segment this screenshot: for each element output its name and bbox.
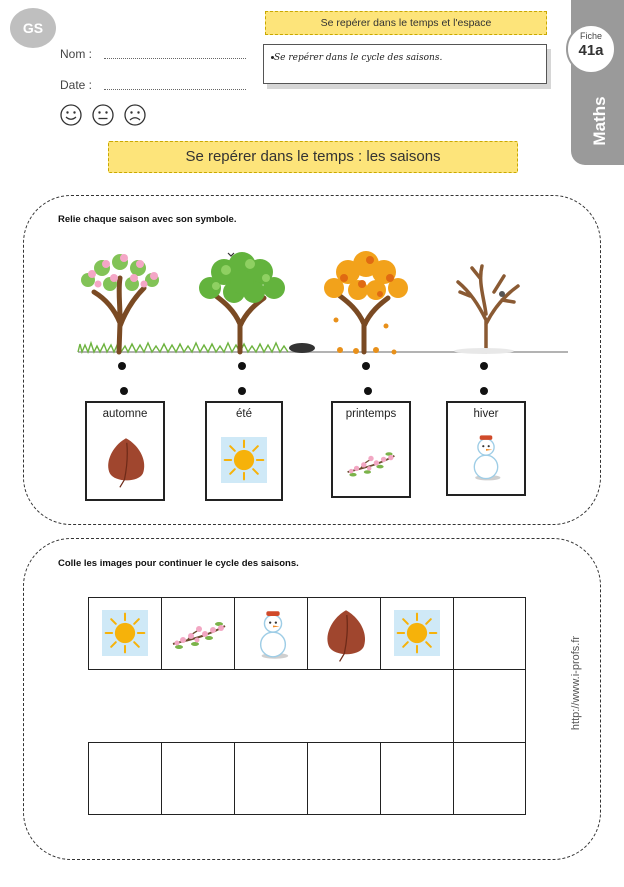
bottom-dot-3[interactable] bbox=[364, 387, 372, 395]
season-card-spring[interactable] bbox=[331, 401, 411, 498]
snowman-icon bbox=[468, 429, 504, 485]
season-card-label: printemps bbox=[345, 408, 397, 420]
sad-face-icon[interactable] bbox=[124, 104, 146, 126]
cycle-cell bbox=[307, 597, 381, 670]
winter-tree bbox=[454, 266, 518, 354]
cycle-cell bbox=[380, 597, 454, 670]
season-card-summer[interactable] bbox=[205, 401, 283, 501]
seasons-trees-illustration bbox=[74, 248, 568, 358]
objective-box bbox=[263, 44, 547, 84]
empty-cell[interactable] bbox=[453, 742, 526, 815]
summer-tree bbox=[199, 252, 285, 352]
empty-cell[interactable] bbox=[380, 742, 454, 815]
cycle-cell bbox=[88, 597, 162, 670]
leaf-icon bbox=[322, 604, 370, 666]
top-dot-2[interactable] bbox=[238, 362, 246, 370]
subject-label: Maths bbox=[590, 96, 609, 146]
snowman-icon bbox=[254, 606, 292, 662]
bottom-dot-2[interactable] bbox=[238, 387, 246, 395]
date-label: Date : bbox=[60, 78, 93, 92]
sun-icon bbox=[221, 437, 267, 483]
season-card-winter[interactable] bbox=[446, 401, 526, 496]
season-card-label: hiver bbox=[473, 408, 499, 420]
empty-cell[interactable] bbox=[307, 742, 381, 815]
domain-title: Se repérer dans le temps et l'espace bbox=[265, 11, 547, 35]
name-label: Nom : bbox=[60, 47, 93, 61]
fiche-label: Fiche bbox=[579, 31, 602, 41]
date-field[interactable] bbox=[104, 89, 246, 90]
top-dot-3[interactable] bbox=[362, 362, 370, 370]
neutral-face-icon[interactable] bbox=[92, 104, 114, 126]
top-dot-1[interactable] bbox=[118, 362, 126, 370]
empty-cell[interactable] bbox=[88, 742, 162, 815]
season-card-label: été bbox=[236, 408, 252, 420]
cycle-cell bbox=[234, 597, 308, 670]
level-badge: GS bbox=[10, 8, 56, 48]
spring-tree bbox=[81, 254, 159, 352]
season-card-label: automne bbox=[102, 408, 148, 420]
sun-icon bbox=[102, 610, 148, 656]
empty-cell[interactable] bbox=[453, 597, 526, 670]
season-card-autumn[interactable] bbox=[85, 401, 165, 501]
bottom-dot-1[interactable] bbox=[120, 387, 128, 395]
website-url[interactable]: http://www.i-profs.fr bbox=[570, 635, 582, 731]
name-field[interactable] bbox=[104, 58, 246, 59]
objective-text: Se repérer dans le cycle des saisons. bbox=[274, 53, 443, 63]
exercise1-instruction: Relie chaque saison avec son symbole. bbox=[58, 214, 237, 225]
autumn-tree bbox=[324, 251, 408, 355]
happy-face-icon[interactable] bbox=[60, 104, 82, 126]
empty-cell[interactable] bbox=[234, 742, 308, 815]
leaf-icon bbox=[103, 431, 149, 493]
empty-cell[interactable] bbox=[161, 742, 235, 815]
fiche-badge bbox=[566, 24, 616, 74]
bottom-dot-4[interactable] bbox=[480, 387, 488, 395]
blossom-branch-icon bbox=[169, 614, 229, 654]
blossom-branch-icon bbox=[343, 445, 399, 481]
top-dot-4[interactable] bbox=[480, 362, 488, 370]
fiche-number: 41a bbox=[578, 42, 604, 59]
cycle-cell bbox=[161, 597, 235, 670]
sun-icon bbox=[394, 610, 440, 656]
exercise2-instruction: Colle les images pour continuer le cycle des saisons. bbox=[58, 558, 299, 569]
main-title: Se repérer dans le temps : les saisons bbox=[108, 141, 518, 173]
hedgehog-icon bbox=[289, 343, 315, 353]
empty-cell[interactable] bbox=[453, 669, 526, 743]
